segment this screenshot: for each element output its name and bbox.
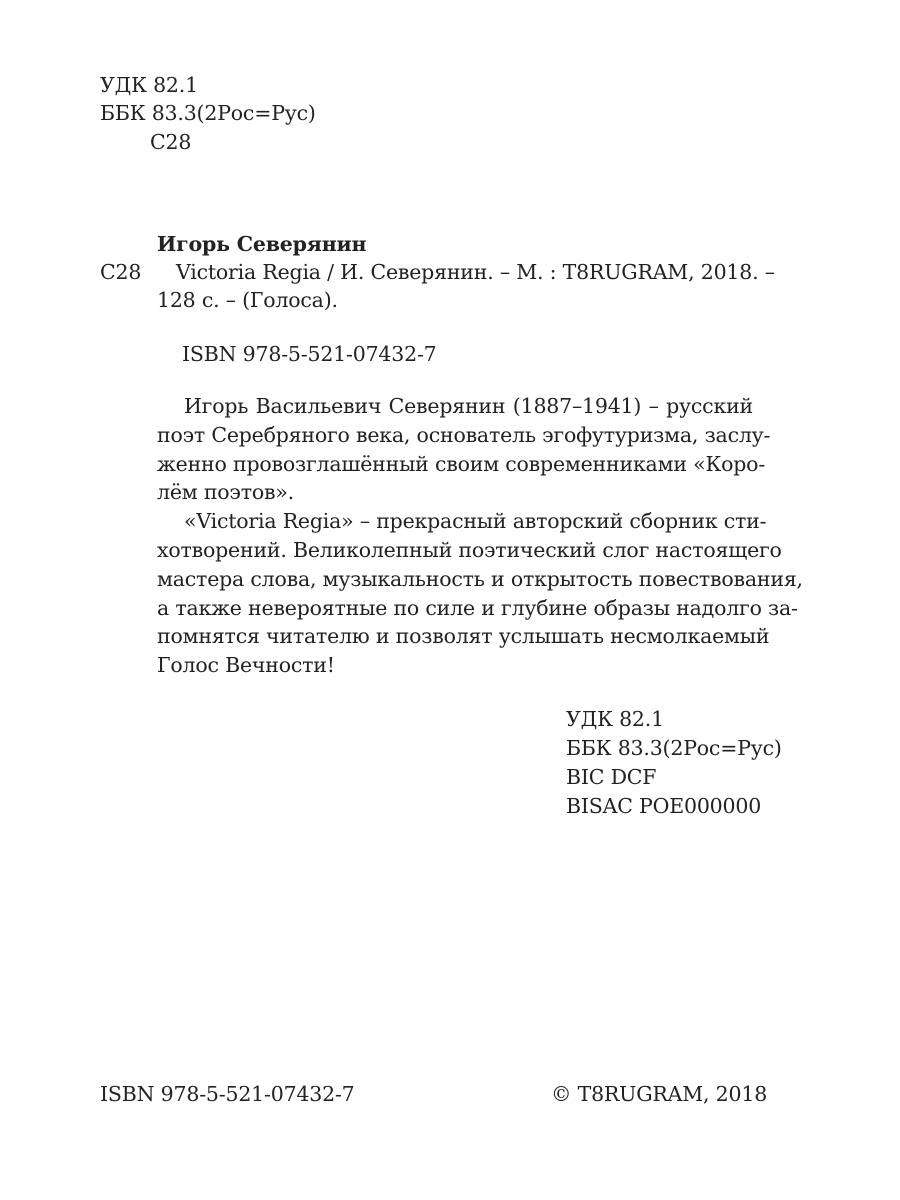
- classification-bbk: ББК 83.3(2Рос=Рус): [566, 736, 782, 760]
- annotation-line: Голос Вечности!: [157, 653, 335, 678]
- author-sign: С28: [150, 130, 192, 154]
- bbk-code: ББК 83.3(2Рос=Рус): [100, 101, 316, 125]
- annotation-line: хотворений. Великолепный поэтический слог настоящего: [157, 537, 782, 562]
- record-isbn: ISBN 978-5-521-07432-7: [182, 342, 437, 366]
- annotation-line: лём поэтов».: [157, 480, 294, 505]
- classification-codes: [566, 705, 782, 821]
- annotation-line: а также невероятные по силе и глубине образы надолго за-: [157, 595, 798, 620]
- classification-udc: УДК 82.1: [566, 707, 664, 731]
- annotation-line: помнятся читателю и позволят услышать несмолкаемый: [157, 624, 770, 649]
- footer-isbn: ISBN 978-5-521-07432-7: [100, 1082, 355, 1106]
- author-name: Игорь Северянин: [157, 232, 367, 256]
- annotation-paragraph-2: [157, 507, 803, 680]
- annotation-line: женно провозглашённый своим современниками «Коро-: [157, 451, 766, 476]
- annotation-line: поэт Серебряного века, основатель эгофутуризма, заслу-: [157, 422, 771, 447]
- bibliographic-description-line-1: Victoria Regia / И. Северянин. – М. : T8RUGRAM, 2018. –: [176, 260, 775, 284]
- bibliographic-description-line-2: 128 с. – (Голоса).: [157, 288, 338, 312]
- annotation: [157, 392, 803, 680]
- annotation-paragraph-1: [157, 392, 771, 507]
- record-author-sign: С28: [100, 260, 142, 284]
- annotation-line: «Victoria Regia» – прекрасный авторский сборник сти-: [184, 509, 767, 534]
- annotation-line: мастера слова, музыкальность и открытость повествования,: [157, 566, 803, 591]
- copyright-notice: © T8RUGRAM, 2018: [551, 1082, 768, 1106]
- annotation-line: Игорь Васильевич Северянин (1887–1941) – русский: [184, 394, 753, 418]
- udc-code: УДК 82.1: [100, 73, 198, 97]
- classification-bisac: BISAC POE000000: [566, 794, 762, 818]
- classification-bic: BIC DCF: [566, 765, 657, 789]
